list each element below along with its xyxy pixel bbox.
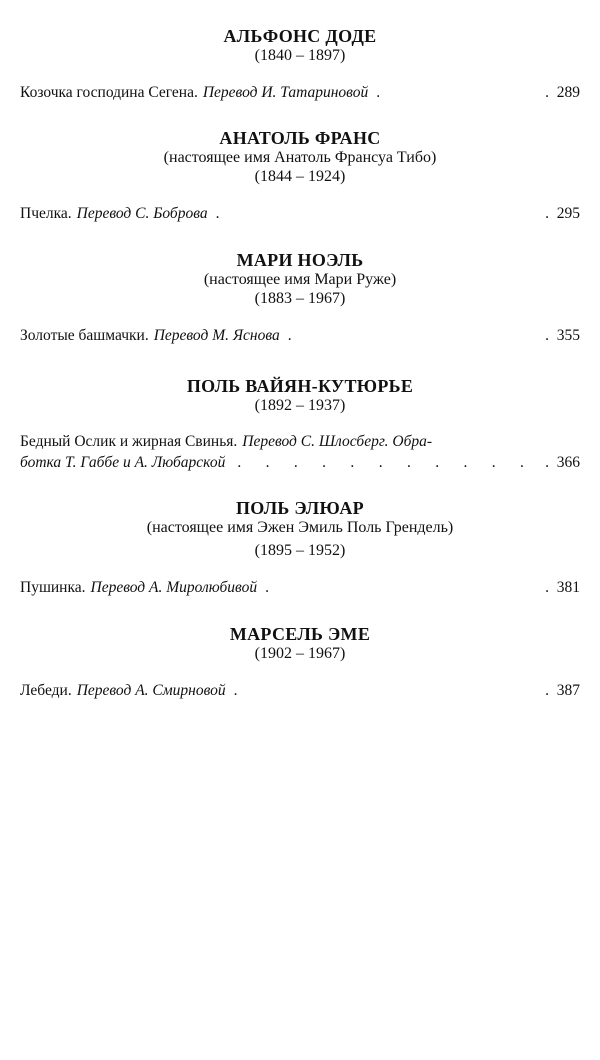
author-years: (1844 – 1924): [254, 168, 346, 185]
toc-section: [20, 498, 580, 598]
work-title: Золотые башмачки.: [20, 327, 149, 344]
toc-section: [20, 624, 580, 701]
dot-leader: .: [215, 205, 220, 222]
author-name: ПОЛЬ ВАЙЯН-КУТЮРЬЕ: [186, 376, 414, 396]
author-real-name: (настоящее имя Анатоль Франсуа Тибо): [163, 149, 437, 166]
work-title: Лебеди.: [20, 682, 72, 699]
author-years: (1892 – 1937): [254, 397, 346, 414]
toc-entry[interactable]: [20, 680, 580, 701]
author-name: МАРИ НОЭЛЬ: [236, 250, 364, 270]
author-name: АНАТОЛЬ ФРАНС: [219, 128, 381, 148]
dot-leader: .: [265, 579, 269, 596]
translator: Перевод А. Смирновой: [76, 682, 226, 699]
page-number: . 355: [534, 325, 580, 346]
page-number: . 289: [534, 82, 580, 103]
page-number: . 366: [534, 452, 580, 473]
author-name: МАРСЕЛЬ ЭМЕ: [229, 624, 371, 644]
dot-leader: .: [233, 682, 238, 699]
author-real-name: (настоящее имя Мари Руже): [203, 271, 397, 288]
toc-entry[interactable]: [20, 577, 580, 598]
work-title: Пушинка.: [20, 579, 86, 596]
author-years: (1895 – 1952): [254, 542, 346, 559]
toc-section: [20, 376, 580, 473]
dot-leader: .: [287, 327, 292, 344]
translator: Перевод М. Яснова: [153, 327, 280, 344]
author-years: (1883 – 1967): [254, 290, 346, 307]
toc-section: [20, 250, 580, 346]
page-number: . 381: [534, 577, 580, 598]
translator: Перевод А. Миролюбивой: [90, 579, 258, 596]
translator-continued: ботка Т. Габбе и А. Любарской: [20, 454, 226, 471]
author-name: ПОЛЬ ЭЛЮАР: [236, 498, 364, 518]
toc-section: [20, 128, 580, 224]
author-name: АЛЬФОНС ДОДЕ: [223, 26, 377, 46]
translator: Перевод С. Боброва: [76, 205, 208, 222]
translator: Перевод И. Татариновой: [202, 84, 369, 101]
page-number: . 387: [534, 680, 580, 701]
toc-entry[interactable]: [20, 325, 580, 346]
page-number: . 295: [534, 203, 580, 224]
author-years: (1902 – 1967): [254, 645, 346, 662]
toc-section: [20, 26, 580, 103]
work-title: Бедный Ослик и жирная Свинья.: [20, 433, 238, 450]
toc-entry[interactable]: [20, 203, 580, 224]
work-title: Пчелка.: [20, 205, 72, 222]
author-years: (1840 – 1897): [254, 47, 346, 64]
work-title: Козочка господина Сегена.: [20, 84, 198, 101]
dot-leader: . . . . . . . . . . .: [237, 454, 524, 471]
dot-leader: .: [376, 84, 381, 101]
translator: Перевод С. Шлосберг. Обра-: [242, 433, 433, 450]
toc-entry[interactable]: [20, 431, 580, 473]
toc-entry[interactable]: [20, 82, 580, 103]
author-real-name: (настоящее имя Эжен Эмиль Поль Грендель): [146, 519, 454, 536]
